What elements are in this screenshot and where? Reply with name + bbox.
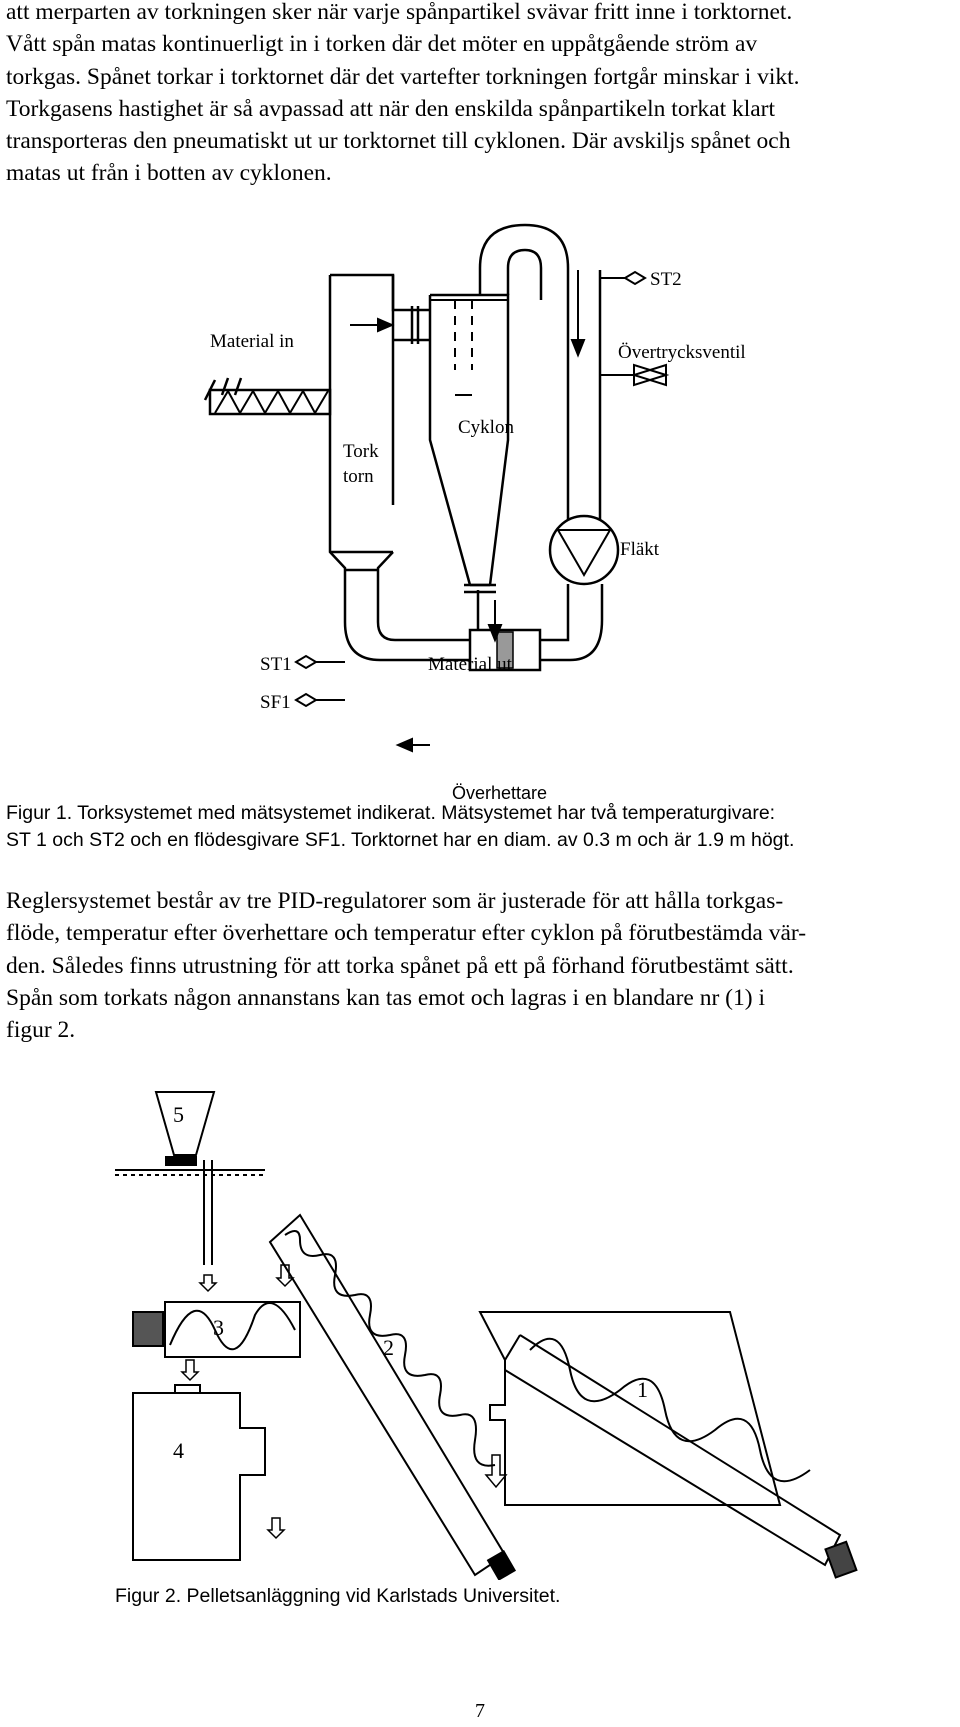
- caption-line: ST 1 och ST2 och en flödesgivare SF1. Torktornet har en diam. av 0.3 m och är 1.9 m högt.: [6, 829, 795, 851]
- conveyor-2: [270, 1215, 505, 1575]
- st1-sensor: [296, 656, 316, 668]
- text-line: figur 2.: [6, 1017, 76, 1044]
- label-4: 4: [173, 1438, 184, 1463]
- figure-2-diagram: [0, 1080, 960, 1580]
- label-st1: ST1: [260, 654, 292, 675]
- text-line: Torkgasens hastighet är så avpassad att när den enskilda spånpartikeln torkat klart: [6, 95, 776, 122]
- text-line: Vått spån matas kontinuerligt in i torken där det möter en uppåtgående ström av: [6, 31, 758, 58]
- caption-line: Figur 1. Torksystemet med mätsystemet indikerat. Mätsystemet har två temperaturgivare:: [6, 802, 776, 824]
- pressure-valve: [634, 365, 666, 385]
- label-material-ut: Material ut: [428, 654, 512, 675]
- text-line: att merparten av torkningen sker när varje spånpartikel svävar fritt inne i torktornet.: [6, 0, 793, 25]
- return-loop: [480, 225, 568, 300]
- text-line: Reglersystemet består av tre PID-regulatorer som är justerade för att hålla torkgas-: [6, 888, 784, 914]
- intro-paragraph: [6, 0, 956, 190]
- label-torn: torn: [343, 466, 374, 487]
- label-sf1: SF1: [260, 692, 291, 713]
- label-2: 2: [383, 1335, 394, 1360]
- cyclone: [430, 295, 508, 585]
- text-line: matas ut från i botten av cyklonen.: [6, 160, 332, 187]
- text-line: torkgas. Spånet torkar i torktornet där det vartefter torkningen fortgår minskar i vikt.: [6, 63, 800, 90]
- sf1-sensor: [296, 694, 316, 706]
- text-line: flöde, temperatur efter överhettare och temperatur efter cyklon på förutbestämda vär-: [6, 920, 807, 947]
- figure-2-caption: Figur 2. Pelletsanläggning vid Karlstads Universitet.: [115, 1585, 561, 1607]
- middle-paragraph: [6, 885, 956, 1046]
- label-3: 3: [213, 1315, 224, 1340]
- label-st2: ST2: [650, 269, 682, 290]
- label-overhettare: Överhettare: [452, 783, 548, 803]
- label-material-in: Material in: [210, 331, 294, 352]
- label-tork: Tork: [343, 441, 379, 462]
- press-4: [133, 1393, 265, 1560]
- label-overtrycksventil: Övertrycksventil: [618, 342, 746, 363]
- screw-feeder: [210, 390, 330, 414]
- label-flakt: Fläkt: [620, 539, 660, 560]
- label-5: 5: [173, 1102, 184, 1127]
- label-cyklon: Cyklon: [458, 417, 514, 438]
- label-1: 1: [637, 1377, 648, 1402]
- figure-1-caption: [6, 800, 794, 854]
- text-line: Spån som torkats någon annanstans kan tas emot och lagras i en blandare nr (1) i: [6, 984, 765, 1011]
- st2-sensor: [625, 272, 645, 284]
- page-number: 7: [475, 1700, 485, 1722]
- text-line: den. Således finns utrustning för att torka spånet på ett på förhand förutbestämt sätt.: [6, 952, 794, 979]
- mixer-1: [480, 1312, 780, 1505]
- hopper-5: [156, 1092, 214, 1155]
- text-line: transporteras den pneumatiskt ut ur torktornet till cyklonen. Där avskiljs spånet och: [6, 128, 791, 155]
- figure-1-diagram: [0, 210, 960, 810]
